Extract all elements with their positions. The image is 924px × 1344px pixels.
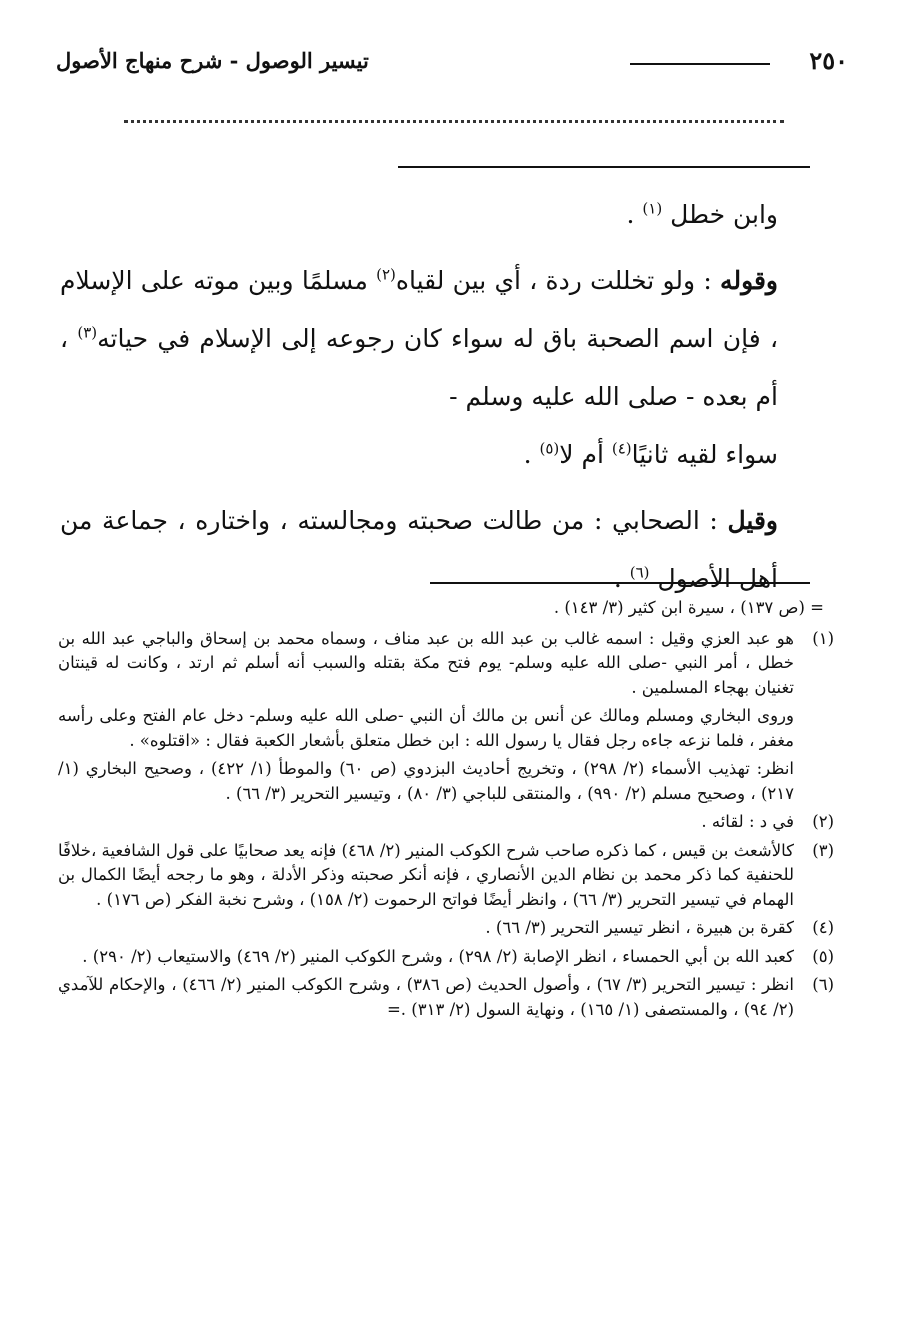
paragraph-1 (60, 186, 832, 244)
footnote-2-text: في د : لقائه . (701, 812, 794, 831)
main-text (60, 186, 832, 608)
paragraph-2-part-1: : ولو تخللت ردة ، أي بين لقياه (395, 266, 721, 295)
paragraph-2 (60, 252, 832, 426)
elision-dots (124, 120, 784, 123)
footnote-1 (58, 627, 834, 701)
paragraph-2-part-2: مسلمًا وبين موته على الإسلام ، فإن اسم الصحبة باق له سواء كان رجوعه إلى الإسلام في حياته (60, 266, 779, 353)
footnote-1-hadith: وروى البخاري ومسلم ومالك عن أنس بن مالك أن النبي -صلى الله عليه وسلم- دخل عام الفتح وعلى رأسه مغفر ، فلما نزعه جاءه رجل فقال يا رسول الله : ابن خطل متعلق بأشعار الكعبة فقال : «اقتلوه» . (58, 706, 794, 750)
footnote-4-text: كقرة بن هبيرة ، انظر تيسير التحرير (٣/ ٦٦) . (485, 918, 794, 937)
footnote-2-number: (٢) (812, 812, 834, 831)
footnote-ref-1: (١) (642, 199, 663, 218)
paragraph-3-end: . (523, 440, 540, 469)
paragraph-1-text: وابن خطل (670, 200, 778, 229)
footnote-5-text: كعبد الله بن أبي الحمساء ، انظر الإصابة (٢/ ٢٩٨) ، وشرح الكوكب المنير (٢/ ٤٦٩) والاستيعاب (٢/ ٢٩٠) . (82, 946, 794, 966)
footnote-5-number: (٥) (812, 946, 834, 966)
running-title: تيسير الوصول - شرح منهاج الأصول (56, 48, 369, 73)
footnote-3-text: كالأشعث بن قيس ، كما ذكره صاحب شرح الكوكب المنير (٢/ ٤٦٨) فإنه يعد صحابيًا على قول الشافعية ،خلافًا للحنفية كما ذكر محمد بن نظام الدين الأنصاري ، فإنه أنكر صحبته وذكر الأدلة ، وهو ما رجحه أيضًا الكمال بن الهمام في تيسير التحرير (٣/ ٦٦) ، وانظر أيضًا فواتح الرحموت (٢/ ١٥٨) ، وشرح نخبة الفكر (ص ١٧٦) . (58, 840, 794, 909)
footnote-6-text: انظر : تيسير التحرير (٣/ ٦٧) ، وأصول الحديث (ص ٣٨٦) ، وشرح الكوكب المنير (٢/ ٤٦٦) ، والإحكام للآمدي (٢/ ٩٤) ، والمستصفى (١/ ١٦٥) ، ونهاية السول (٢/ ٣١٣) .= (58, 975, 794, 1019)
footnote-ref-2: (٢) (376, 265, 396, 284)
footnote-ref-6: (٦) (629, 563, 650, 582)
footnote-1-text: هو عبد العزي وقيل : اسمه غالب بن عبد الله بن عبد مناف ، وسماه محمد بن إسحاق والباجي عبد الله بن خطل ، أمر النبي -صلى الله عليه وسلم- يوم فتح مكة بقتله والسبب أنه أسلم ثم ارتد ، وكانت له قينتان تغنيان بهجاء المسلمين . (58, 628, 794, 697)
footnote-2 (58, 810, 834, 835)
footnote-separator (430, 582, 810, 584)
paragraph-1-end: . (626, 200, 643, 229)
footnote-4-number: (٤) (812, 918, 834, 937)
paragraph-3 (60, 426, 832, 484)
footnote-6-number: (٦) (812, 975, 834, 994)
term-qila: وقيل (727, 506, 778, 535)
paragraph-4 (60, 492, 832, 608)
page-number: ٢٥٠ (809, 46, 848, 75)
footnote-1-sources: انظر: تهذيب الأسماء (٢/ ٢٩٨) ، وتخريج أحاديث البزدوي (ص ٦٠) والموطأ (١/ ٤٢٢) ، وصحيح البخاري (١/ ٢١٧) ، وصحيح مسلم (٢/ ٩٩٠) ، والمنتقى للباجي (٣/ ٨٠) ، وتيسير التحرير (٣/ ٦٦) . (58, 759, 794, 803)
footnote-4 (58, 916, 834, 941)
term-qawluhu: وقوله (720, 266, 779, 295)
page-header (56, 46, 848, 86)
paragraph-3-part-2: أم لا (559, 440, 612, 469)
footnote-3-number: (٣) (812, 840, 834, 860)
footnote-5 (58, 945, 834, 970)
paragraph-2-part-3: ، أم بعده - صلى الله عليه وسلم - (60, 324, 778, 411)
paragraph-4-part-1: : الصحابي : من طالت صحبته ومجالسته ، واختاره ، جماعة من أهل الأصول (60, 506, 778, 593)
top-rule (398, 166, 810, 168)
footnote-3 (58, 839, 834, 913)
paragraph-3-part-1: سواء لقيه ثانيًا (631, 440, 778, 469)
footnote-continuation: = (ص ١٣٧) ، سيرة ابن كثير (٣/ ١٤٣) . (553, 598, 824, 617)
footnote-ref-5: (٥) (539, 439, 560, 458)
footnote-6 (58, 973, 834, 1022)
footnotes (58, 596, 834, 1026)
header-rule (630, 63, 770, 65)
footnote-ref-4: (٤) (611, 439, 632, 458)
footnote-ref-3: (٣) (77, 323, 98, 342)
footnote-1-number: (١) (812, 628, 834, 648)
paragraph-4-end: . (613, 564, 630, 593)
